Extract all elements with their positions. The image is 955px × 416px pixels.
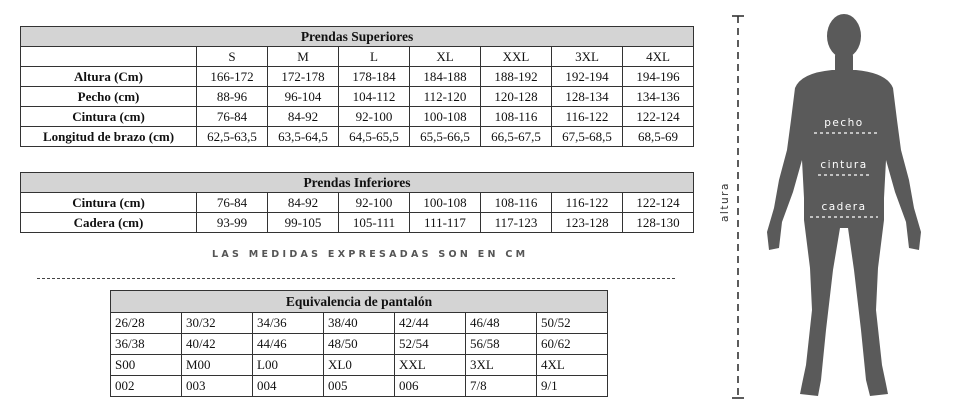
- table-cell: 62,5-63,5: [197, 127, 268, 147]
- upper-garments-title: Prendas Superiores: [21, 27, 694, 47]
- hip-label: cadera: [821, 201, 867, 213]
- table-cell: XXL: [395, 355, 466, 376]
- table-cell: 117-123: [481, 213, 552, 233]
- table-cell: 188-192: [481, 67, 552, 87]
- table-row: [21, 67, 694, 87]
- table-cell: 108-116: [481, 193, 552, 213]
- table-cell: 003: [182, 376, 253, 397]
- table-row: [21, 107, 694, 127]
- table-cell: 005: [324, 376, 395, 397]
- table-row: [111, 355, 608, 376]
- table-cell: 76-84: [197, 193, 268, 213]
- table-cell: 184-188: [410, 67, 481, 87]
- table-cell: 111-117: [410, 213, 481, 233]
- table-cell: L00: [253, 355, 324, 376]
- size-header: S: [197, 47, 268, 67]
- table-cell: 116-122: [552, 193, 623, 213]
- table-cell: 34/36: [253, 313, 324, 334]
- table-cell: 26/28: [111, 313, 182, 334]
- pants-equivalence-table: [110, 290, 608, 397]
- table-cell: 108-116: [481, 107, 552, 127]
- table-row: [111, 313, 608, 334]
- table-cell: 004: [253, 376, 324, 397]
- table-row: [21, 213, 694, 233]
- units-note: LAS MEDIDAS EXPRESADAS SON EN CM: [212, 249, 529, 260]
- table-cell: 99-105: [268, 213, 339, 233]
- table-cell: 122-124: [623, 193, 694, 213]
- table-cell: 44/46: [253, 334, 324, 355]
- corner-cell: [21, 47, 197, 67]
- row-label: Cintura (cm): [21, 193, 197, 213]
- table-cell: 93-99: [197, 213, 268, 233]
- table-row: [21, 87, 694, 107]
- row-label: Cintura (cm): [21, 107, 197, 127]
- dashed-divider: [37, 278, 675, 279]
- table-cell: 105-111: [339, 213, 410, 233]
- height-scale: [732, 16, 744, 398]
- table-cell: 40/42: [182, 334, 253, 355]
- table-cell: 7/8: [466, 376, 537, 397]
- table-cell: 84-92: [268, 107, 339, 127]
- size-header: 3XL: [552, 47, 623, 67]
- table-cell: 42/44: [395, 313, 466, 334]
- table-cell: 64,5-65,5: [339, 127, 410, 147]
- body-measurement-figure: [700, 0, 955, 416]
- table-row: [21, 127, 694, 147]
- row-label: Pecho (cm): [21, 87, 197, 107]
- size-header: 4XL: [623, 47, 694, 67]
- waist-label: cintura: [820, 159, 868, 171]
- table-cell: 116-122: [552, 107, 623, 127]
- row-label: Altura (Cm): [21, 67, 197, 87]
- table-cell: 38/40: [324, 313, 395, 334]
- table-cell: 76-84: [197, 107, 268, 127]
- size-header: XXL: [481, 47, 552, 67]
- table-cell: 128-130: [623, 213, 694, 233]
- table-cell: 166-172: [197, 67, 268, 87]
- table-cell: 122-124: [623, 107, 694, 127]
- table-cell: 96-104: [268, 87, 339, 107]
- row-label: Longitud de brazo (cm): [21, 127, 197, 147]
- table-cell: 48/50: [324, 334, 395, 355]
- table-cell: 36/38: [111, 334, 182, 355]
- table-cell: 52/54: [395, 334, 466, 355]
- table-cell: XL0: [324, 355, 395, 376]
- table-row: [111, 376, 608, 397]
- table-cell: 9/1: [537, 376, 608, 397]
- table-cell: 112-120: [410, 87, 481, 107]
- table-cell: 50/52: [537, 313, 608, 334]
- upper-garments-table: [20, 26, 694, 147]
- table-row: [21, 193, 694, 213]
- row-label: Cadera (cm): [21, 213, 197, 233]
- table-cell: 123-128: [552, 213, 623, 233]
- table-row: [111, 334, 608, 355]
- table-cell: 006: [395, 376, 466, 397]
- size-header: L: [339, 47, 410, 67]
- table-cell: 104-112: [339, 87, 410, 107]
- table-cell: 68,5-69: [623, 127, 694, 147]
- table-cell: 65,5-66,5: [410, 127, 481, 147]
- table-cell: M00: [182, 355, 253, 376]
- table-cell: 178-184: [339, 67, 410, 87]
- table-cell: 67,5-68,5: [552, 127, 623, 147]
- table-cell: 192-194: [552, 67, 623, 87]
- table-cell: 002: [111, 376, 182, 397]
- table-cell: 92-100: [339, 107, 410, 127]
- table-cell: 56/58: [466, 334, 537, 355]
- chest-label: pecho: [824, 117, 864, 129]
- table-cell: 84-92: [268, 193, 339, 213]
- table-cell: 63,5-64,5: [268, 127, 339, 147]
- table-cell: 66,5-67,5: [481, 127, 552, 147]
- table-cell: 100-108: [410, 193, 481, 213]
- table-cell: 120-128: [481, 87, 552, 107]
- height-label: altura: [719, 182, 731, 222]
- table-cell: 92-100: [339, 193, 410, 213]
- size-header-row: [21, 47, 694, 67]
- table-cell: 134-136: [623, 87, 694, 107]
- table-cell: S00: [111, 355, 182, 376]
- table-cell: 30/32: [182, 313, 253, 334]
- table-cell: 4XL: [537, 355, 608, 376]
- table-cell: 100-108: [410, 107, 481, 127]
- pants-equivalence-title: Equivalencia de pantalón: [111, 291, 608, 313]
- table-cell: 194-196: [623, 67, 694, 87]
- size-header: XL: [410, 47, 481, 67]
- lower-garments-title: Prendas Inferiores: [21, 173, 694, 193]
- table-cell: 172-178: [268, 67, 339, 87]
- table-cell: 128-134: [552, 87, 623, 107]
- table-cell: 88-96: [197, 87, 268, 107]
- table-cell: 3XL: [466, 355, 537, 376]
- table-cell: 46/48: [466, 313, 537, 334]
- table-cell: 60/62: [537, 334, 608, 355]
- size-header: M: [268, 47, 339, 67]
- lower-garments-table: [20, 172, 694, 233]
